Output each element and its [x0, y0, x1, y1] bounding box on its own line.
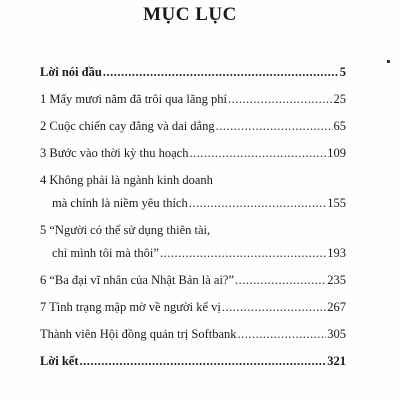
table-of-contents: [40, 64, 346, 369]
toc-entry: [40, 299, 346, 315]
toc-entry-title: 7 Tình trạng mập mờ về người kế vị: [40, 300, 221, 314]
dot-leader: [160, 245, 326, 261]
toc-page-number: 25: [333, 92, 346, 106]
toc-entry-title: Lời kết: [40, 354, 79, 368]
toc-entry: [40, 353, 346, 369]
toc-entry-title: 6 “Ba đại vĩ nhân của Nhật Bản là ai?”: [40, 273, 235, 287]
toc-entry-title: 2 Cuộc chiến cay đắng và dai dẳng: [40, 119, 215, 133]
dot-leader: [216, 118, 333, 134]
toc-page-number: 109: [327, 146, 346, 160]
toc-entry-title: 4 Không phải là ngành kinh doanh: [40, 173, 213, 187]
toc-page-number: 5: [339, 65, 346, 79]
dot-leader: [238, 326, 327, 342]
dot-leader: [228, 91, 333, 107]
toc-page-number: 193: [327, 246, 346, 260]
toc-entry-title-continued: mà chính là niềm yêu thích: [52, 196, 188, 210]
toc-page-number: 321: [327, 354, 346, 368]
dot-leader: [189, 195, 327, 211]
toc-entry: [40, 326, 346, 342]
toc-page-number: 267: [327, 300, 346, 314]
dot-leader: [235, 272, 326, 288]
toc-entry-title: Thành viên Hội đồng quản trị Softbank: [40, 327, 237, 341]
toc-page-number: 155: [327, 196, 346, 210]
dot-leader: [222, 299, 326, 315]
dot-leader: [80, 353, 327, 369]
toc-entry-title: 5 “Người có thể sử dụng thiên tài,: [40, 223, 211, 237]
toc-entry: [40, 222, 346, 261]
toc-entry: [40, 64, 346, 80]
toc-entry: [40, 172, 346, 211]
page-title: MỤC LỤC: [143, 4, 237, 25]
dot-leader: [189, 145, 326, 161]
toc-page-number: 235: [327, 273, 346, 287]
toc-entry: [40, 272, 346, 288]
toc-page-number: 305: [327, 327, 346, 341]
toc-entry: [40, 145, 346, 161]
toc-entry: [40, 118, 346, 134]
edge-mark: [387, 60, 390, 63]
dot-leader: [103, 64, 339, 80]
toc-page-number: 65: [333, 119, 346, 133]
toc-entry-title: Lời nói đầu: [40, 65, 102, 79]
toc-entry-title-continued: chỉ mình tôi mà thôi”: [52, 246, 159, 260]
toc-entry-title: 3 Bước vào thời kỳ thu hoạch: [40, 146, 189, 160]
toc-entry-title: 1 Mấy mươi năm đã trôi qua lãng phí: [40, 92, 227, 106]
toc-entry: [40, 91, 346, 107]
